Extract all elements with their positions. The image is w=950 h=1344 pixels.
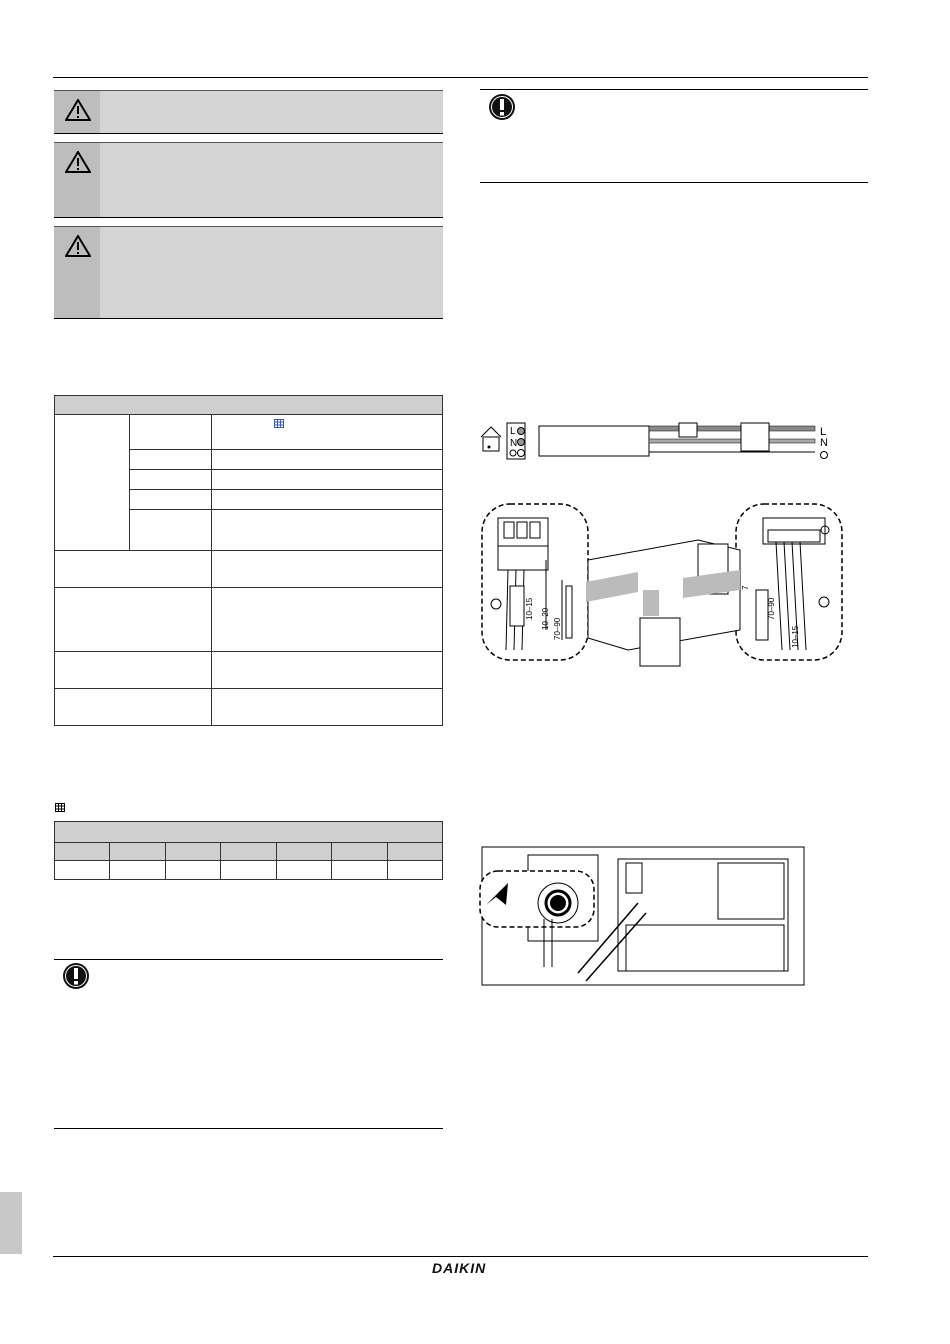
warning-box-3 [54,226,443,319]
table-grid-icon [55,803,65,812]
brand-logo: DAIKIN [432,1260,487,1276]
house-icon [481,427,501,451]
svg-text:7: 7 [741,585,750,590]
svg-text:N: N [510,438,518,449]
svg-text:10–15: 10–15 [525,597,534,620]
warning-box-2 [54,142,443,218]
pcb-cable-routing-figure [478,843,808,988]
warning-triangle-icon [65,99,91,121]
spec-table [54,395,443,726]
svg-text:L: L [510,426,516,437]
svg-text:10–20: 10–20 [541,607,550,630]
table-grid-icon [274,419,284,428]
section-tab [0,1192,22,1254]
exclamation-circle-icon [62,962,90,990]
warning-box-1 [54,90,443,134]
svg-text:70–90: 70–90 [553,617,562,640]
wiring-schematic [477,415,837,465]
svg-text:N: N [820,437,828,449]
data-table [54,821,443,880]
svg-text:10–15: 10–15 [791,625,800,648]
svg-text:70–90: 70–90 [767,597,776,620]
warning-triangle-icon [65,235,91,257]
exclamation-circle-icon [488,93,516,121]
svg-text:L: L [820,426,827,438]
header-rule [53,77,868,78]
terminal-installation-figure [478,500,848,680]
warning-triangle-icon [65,151,91,173]
